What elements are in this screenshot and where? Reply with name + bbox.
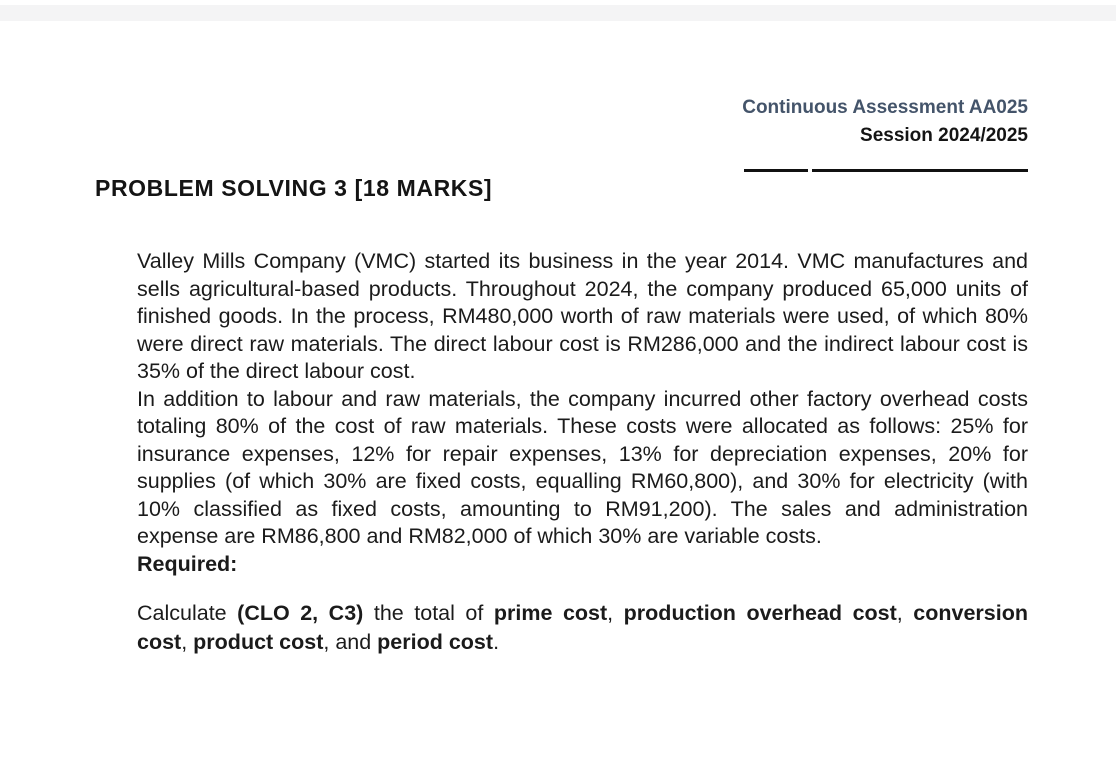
assessment-title: Continuous Assessment AA025 (742, 97, 1028, 118)
header-rule-segment-long (812, 169, 1028, 172)
header-rule-segment-short (744, 169, 808, 172)
task-instruction: Calculate (CLO 2, C3) the total of prime cost, production overhead cost, conversion cost, product cost, and period cost. (137, 601, 1028, 654)
document-header (742, 94, 1028, 149)
paragraph-company-background: Valley Mills Company (VMC) started its business in the year 2014. VMC manufactures and sells agricultural-based products. Throughout 2024, the company produced 65,000 units of finished goods. In the process, RM480,000 worth of raw materials were used, of which 80% were direct raw materials. The direct labour cost is RM286,000 and the indirect labour cost is 35% of the direct labour cost. (137, 249, 1028, 383)
paragraph-overhead-details: In addition to labour and raw materials, the company incurred other factory overhead costs totaling 80% of the cost of raw materials. These costs were allocated as follows: 25% for insurance expenses, 12% for repair expenses, 13% for depreciation expenses, 20% for supplies (of which 30% are fixed costs, equalling RM60,800), and 30% for electricity (with 10% classified as fixed costs, amounting to RM91,200). The sales and administration expense are RM86,800 and RM82,000 of which 30% are variable costs. (137, 386, 1028, 548)
session-label: Session 2024/2025 (860, 124, 1028, 146)
top-strip (0, 5, 1116, 21)
problem-title: PROBLEM SOLVING 3 [18 MARKS] (95, 175, 493, 201)
required-label: Required: (137, 551, 238, 576)
header-rule (744, 169, 1028, 172)
problem-body (137, 248, 1028, 657)
